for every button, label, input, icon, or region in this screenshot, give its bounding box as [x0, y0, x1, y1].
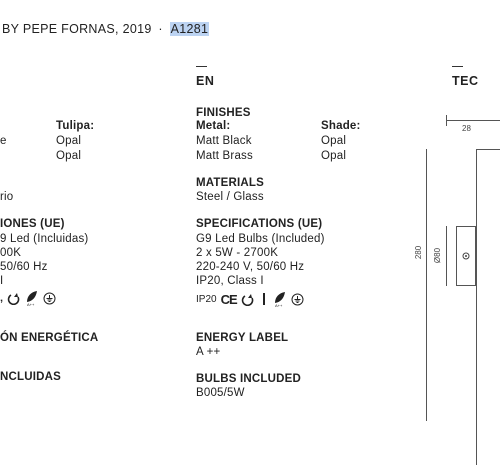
- ce-mark-icon: CE: [220, 291, 237, 307]
- en-specs-title: SPECIFICATIONS (UE): [196, 218, 323, 230]
- en-materials-value: Steel / Glass: [196, 191, 264, 203]
- en-heading: EN: [196, 74, 215, 88]
- es-materials-partial: rio: [0, 191, 14, 203]
- es-tulipa-value-1: Opal: [56, 135, 82, 147]
- es-certification-icons: [0, 290, 56, 306]
- en-finishes-title: FINISHES: [196, 107, 251, 119]
- product-code[interactable]: A1281: [170, 22, 209, 36]
- es-spec-4: I: [0, 275, 4, 287]
- es-specs-title: IONES (UE): [0, 218, 65, 230]
- es-energy-title: ÓN ENERGÉTICA: [0, 332, 99, 344]
- en-bulbs-value: B005/5W: [196, 387, 245, 399]
- ip20-icon: IP20: [196, 293, 217, 305]
- class-i-bar-icon: [259, 293, 269, 305]
- header-separator: ·: [158, 22, 163, 36]
- en-energy-title: ENERGY LABEL: [196, 332, 289, 344]
- a-plus-plus-leaf-icon: [273, 291, 287, 307]
- lamp-top-edge: [476, 149, 500, 150]
- es-bulbs-title: NCLUIDAS: [0, 371, 62, 383]
- dim-diameter-line: [446, 226, 447, 286]
- svg-text:A++: A++: [27, 302, 35, 306]
- en-bulbs-title: BULBS INCLUDED: [196, 373, 302, 385]
- header-line: [2, 22, 209, 36]
- en-shade-value-1: Opal: [321, 135, 347, 147]
- designer-credit: BY PEPE FORNAS, 2019: [2, 22, 152, 36]
- es-tulipa-value-2: Opal: [56, 150, 82, 162]
- mount-screw-icon: [462, 252, 470, 260]
- en-spec-2: 2 x 5W - 2700K: [196, 247, 279, 259]
- en-spec-4: IP20, Class I: [196, 275, 264, 287]
- ground-symbol-icon: [291, 293, 304, 306]
- en-metal-value-2: Matt Brass: [196, 150, 253, 162]
- es-tulipa-label: Tulipa:: [56, 120, 95, 132]
- es-spec-3: 50/60 Hz: [0, 261, 48, 273]
- es-metal-partial-1: e: [0, 135, 7, 147]
- dim-top-label: 28: [462, 124, 471, 133]
- en-metal-label: Metal:: [196, 120, 231, 132]
- tec-divider: [452, 66, 463, 67]
- en-spec-3: 220-240 V, 50/60 Hz: [196, 261, 305, 273]
- dim-height-line: [426, 149, 427, 421]
- tec-heading: TEC: [452, 74, 479, 88]
- es-spec-1: 9 Led (Incluidas): [0, 233, 89, 245]
- es-spec-2: 00K: [0, 247, 22, 259]
- en-shade-label: Shade:: [321, 120, 361, 132]
- svg-text:A++: A++: [274, 303, 282, 307]
- es-ce-partial-icon: ‚: [0, 292, 4, 304]
- dim-diameter-label: Ø80: [433, 247, 443, 264]
- en-energy-value: A ++: [196, 346, 221, 358]
- en-divider: [196, 66, 207, 67]
- dim-top-tick: [446, 115, 447, 126]
- en-shade-value-2: Opal: [321, 150, 347, 162]
- es-ground-icon: [43, 292, 56, 305]
- es-a-plus-plus-icon: [25, 290, 39, 306]
- en-certification-icons: [196, 291, 304, 307]
- en-materials-title: MATERIALS: [196, 177, 265, 189]
- technical-drawing: [410, 100, 500, 460]
- dim-height-label: 280: [414, 245, 424, 260]
- en-metal-value-1: Matt Black: [196, 135, 252, 147]
- dim-top-line: [446, 120, 500, 121]
- recycle-icon: [241, 292, 255, 306]
- en-spec-1: G9 Led Bulbs (Included): [196, 233, 325, 245]
- lamp-side-edge: [476, 149, 477, 465]
- es-recycle-icon: [7, 291, 21, 305]
